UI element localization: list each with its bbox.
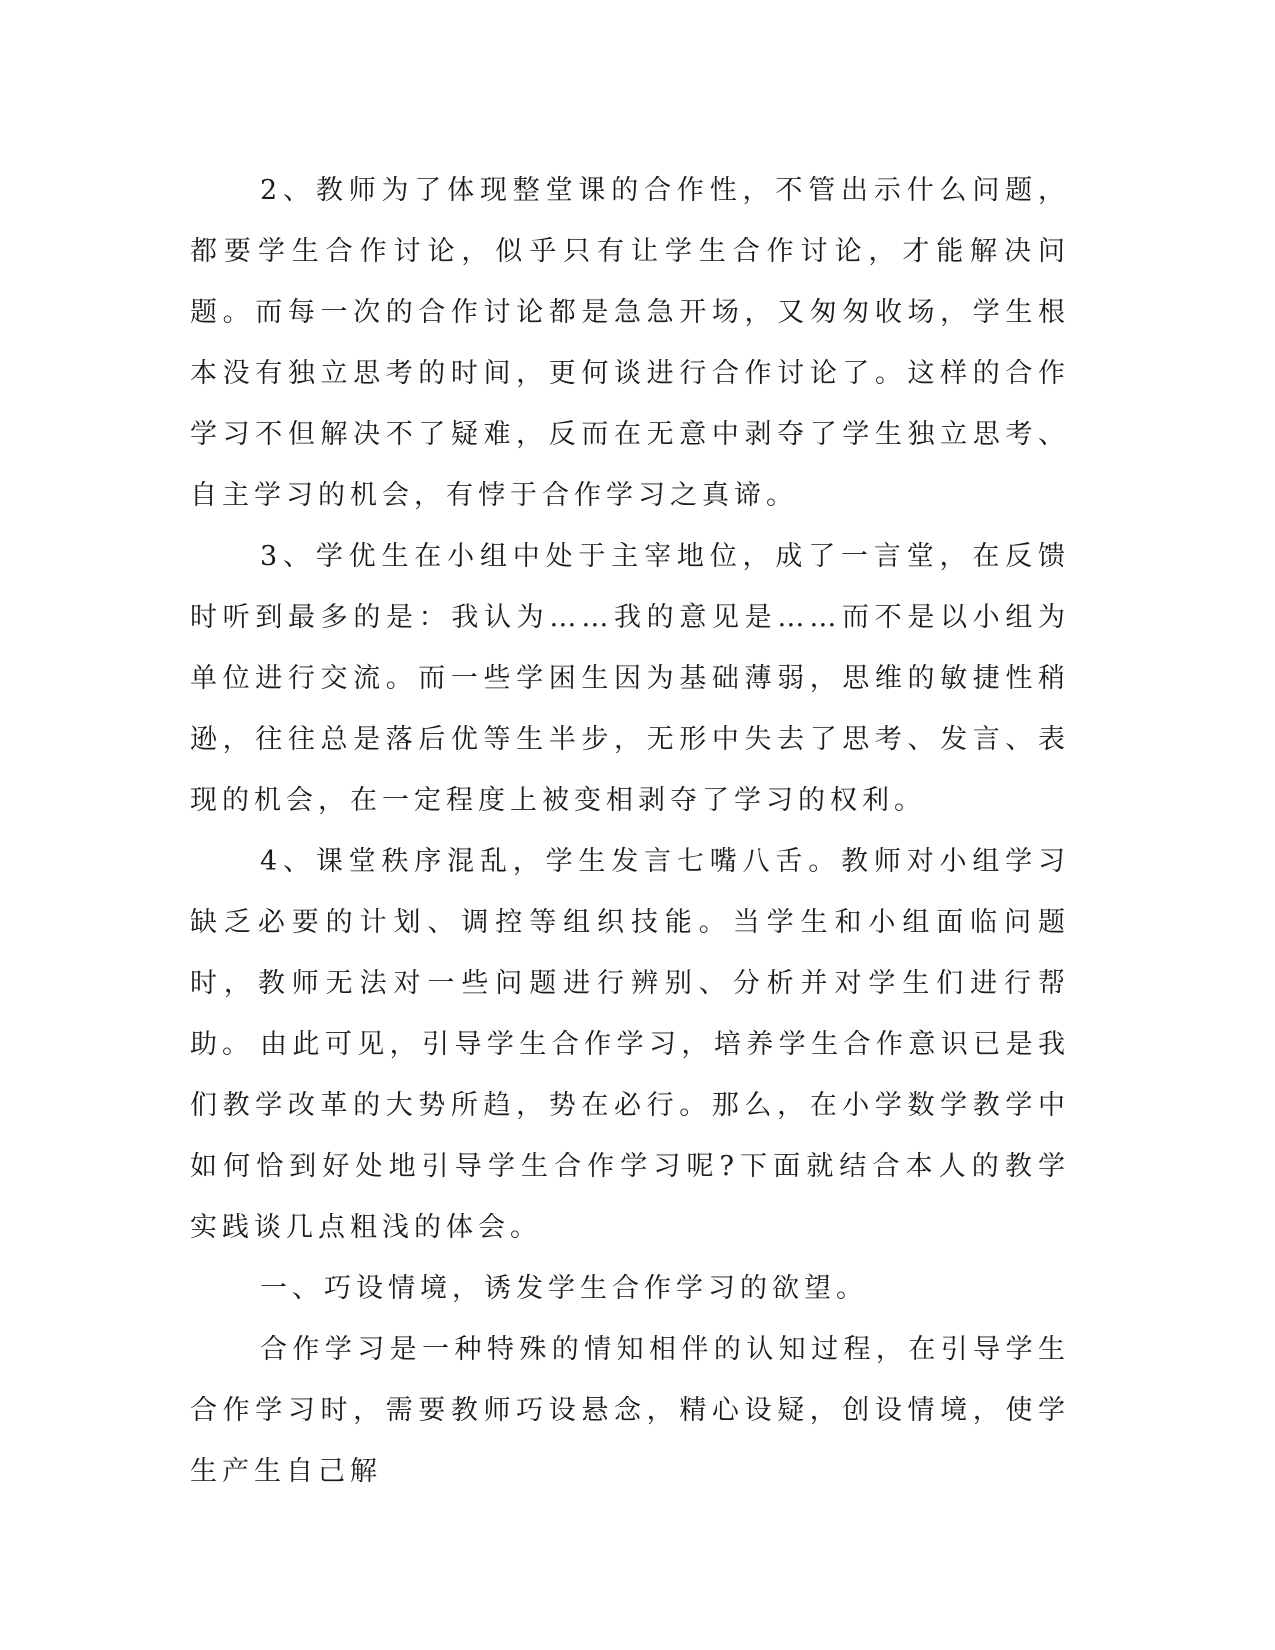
section-heading-1: 一、巧设情境，诱发学生合作学习的欲望。 xyxy=(260,1273,868,1304)
paragraph-section-1-body: 合作学习是一种特殊的情知相伴的认知过程，在引导学生合作学习时，需要教师巧设悬念，精心设疑，创设情境，使学生产生自己解 xyxy=(190,1334,1070,1487)
paragraph-point-4: 4、课堂秩序混乱，学生发言七嘴八舌。教师对小组学习缺乏必要的计划、调控等组织技能。当学生和小组面临问题时，教师无法对一些问题进行辨别、分析并对学生们进行帮助。 xyxy=(190,846,1070,1060)
paragraph-conclusion: 由此可见，引导学生合作学习，培养学生合作意识已是我们教学改革的大势所趋，势在必行。那么，在小学数学教学中如何恰到好处地引导学生合作学习呢?下面就结合本人的教学实践谈几点粗浅的体会。 xyxy=(190,1029,1070,1243)
paragraph-point-2: 2、教师为了体现整堂课的合作性，不管出示什么问题，都要学生合作讨论，似乎只有让学生合作讨论，才能解决问题。而每一次的合作讨论都是急急开场，又匆匆收场，学生根本没有独立思考的时间，更何谈进行合作讨论了。这样的合作学习不但解决不了疑难，反而在无意中剥夺了学生独立思考、自主学习的机会，有悖于合作学习之真谛。 xyxy=(190,175,1070,511)
paragraph-point-3: 3、学优生在小组中处于主宰地位，成了一言堂，在反馈时听到最多的是：我认为……我的意见是……而不是以小组为单位进行交流。而一些学困生因为基础薄弱，思维的敏捷性稍逊，往往总是落后优等生半步，无形中失去了思考、发言、表现的机会，在一定程度上被变相剥夺了学习的权利。 xyxy=(190,541,1070,816)
document-body xyxy=(190,160,1070,1487)
